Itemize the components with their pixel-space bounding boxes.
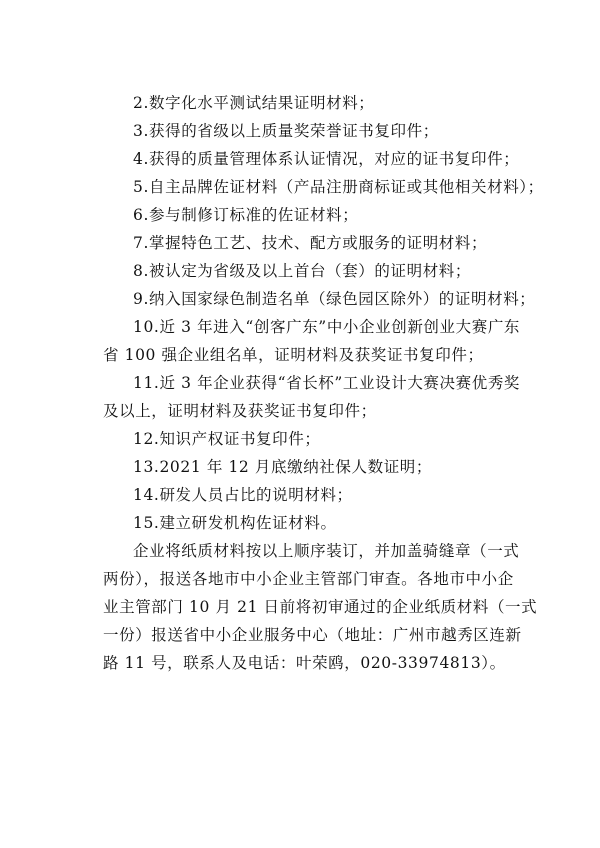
list-item-10-line-2: 省 100 强企业组名单，证明材料及获奖证书复印件； — [103, 346, 484, 364]
list-item-7: 7.掌握特色工艺、技术、配方或服务的证明材料； — [133, 234, 488, 252]
paragraph-line-4: 一份）报送省中小企业服务中心（地址：广州市越秀区连新 — [103, 626, 522, 644]
paragraph-line-3: 业主管部门 10 月 21 日前将初审通过的企业纸质材料（一式 — [103, 598, 538, 616]
list-item-15: 15.建立研发机构佐证材料。 — [133, 514, 337, 532]
list-item-2: 2.数字化水平测试结果证明材料； — [133, 94, 375, 112]
list-item-14: 14.研发人员占比的说明材料； — [133, 486, 353, 504]
list-item-6: 6.参与制修订标准的佐证材料； — [133, 206, 359, 224]
list-item-3: 3.获得的省级以上质量奖荣誉证书复印件； — [133, 122, 439, 140]
list-item-12: 12.知识产权证书复印件； — [133, 430, 321, 448]
list-item-11-line-1: 11.近 3 年企业获得“省长杯”工业设计大赛决赛优秀奖 — [133, 374, 521, 392]
list-item-11-line-2: 及以上，证明材料及获奖证书复印件； — [103, 402, 377, 420]
list-item-10-line-1: 10.近 3 年进入“创客广东”中小企业创新创业大赛广东 — [133, 318, 521, 336]
list-item-13: 13.2021 年 12 月底缴纳社保人数证明； — [133, 458, 433, 476]
paragraph-line-5: 路 11 号，联系人及电话：叶荣鸥，020-33974813）。 — [103, 654, 506, 672]
list-item-5: 5.自主品牌佐证材料（产品注册商标证或其他相关材料）； — [133, 178, 544, 196]
list-item-9: 9.纳入国家绿色制造名单（绿色园区除外）的证明材料； — [133, 290, 536, 308]
list-item-4: 4.获得的质量管理体系认证情况，对应的证书复印件； — [133, 150, 520, 168]
paragraph-line-2: 两份），报送各地市中小企业主管部门审查。各地市中小企 — [103, 570, 514, 588]
paragraph-line-1: 企业将纸质材料按以上顺序装订，并加盖骑缝章（一式 — [133, 542, 520, 560]
list-item-8: 8.被认定为省级及以上首台（套）的证明材料； — [133, 262, 471, 280]
